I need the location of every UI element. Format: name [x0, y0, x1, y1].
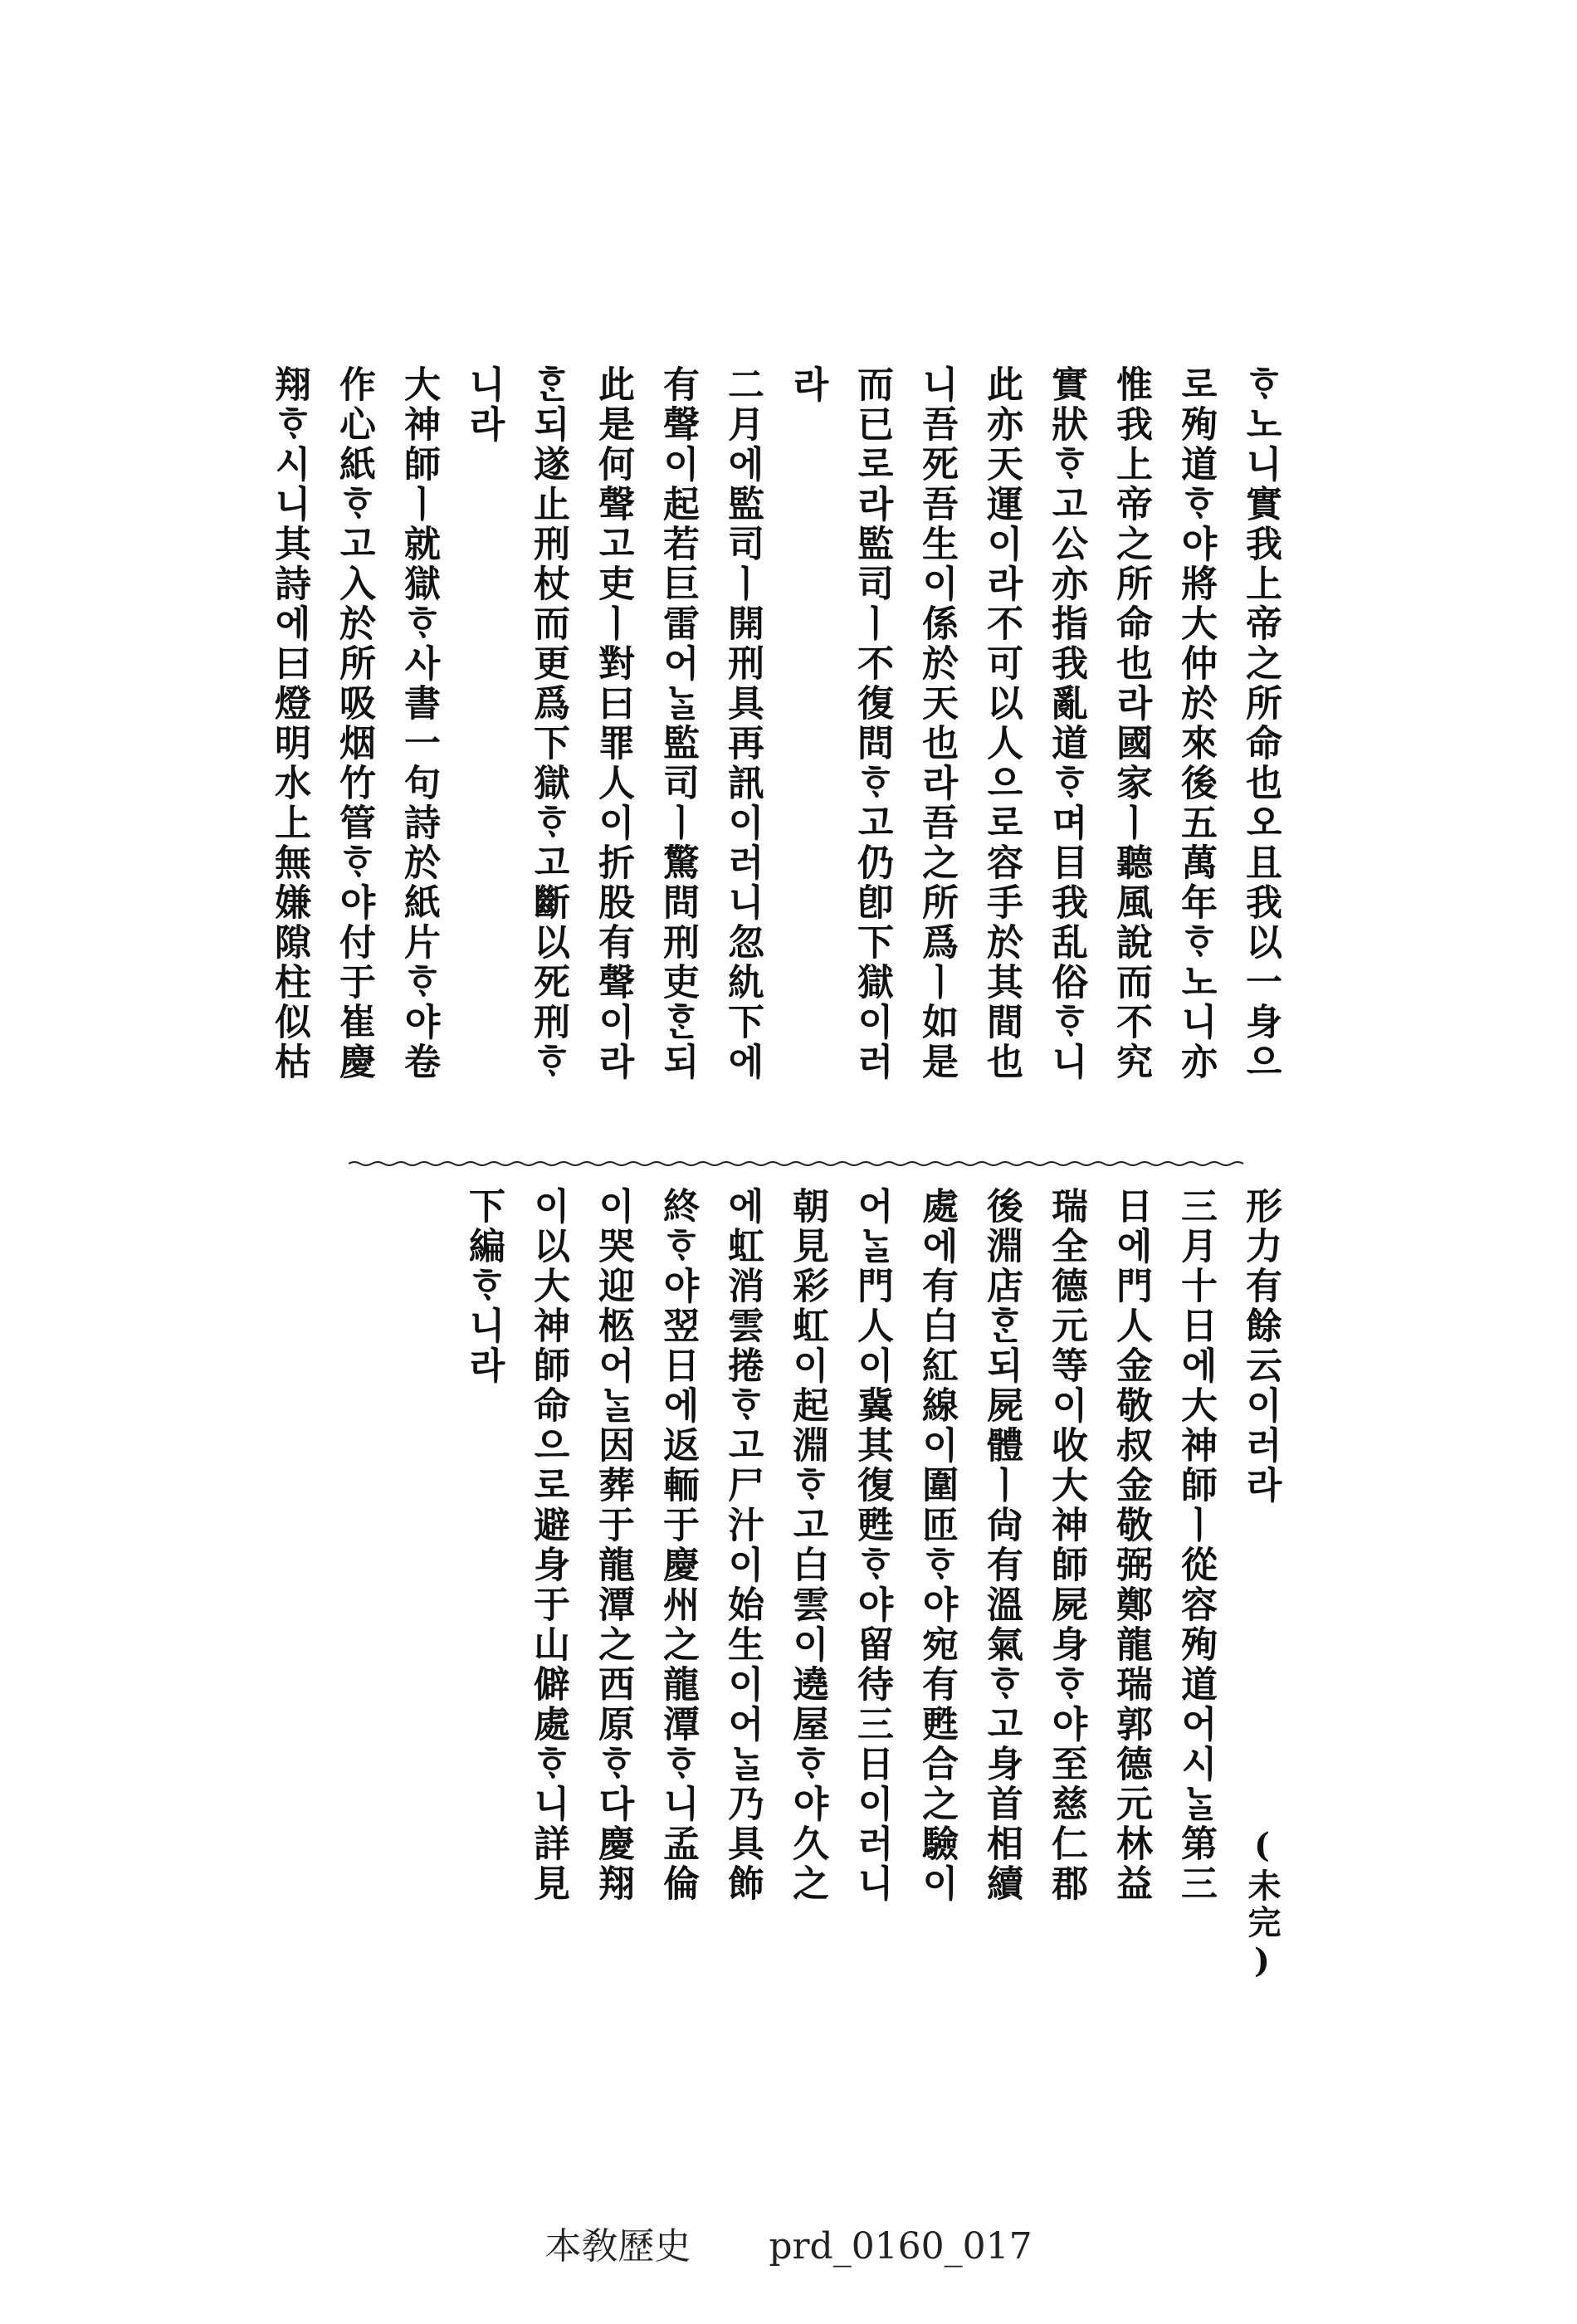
text-column: 處에有白紅線이圍匝ᄒᆞ야宛有甦合之驗이 — [915, 1187, 958, 1904]
text-column: 作心紙ᄒᆞ고入於所吸烟竹管ᄒᆞ야付于崔慶 — [333, 365, 375, 1082]
text-column: 朝見彩虹이起淵ᄒᆞ고白雲이遶屋ᄒᆞ야久之 — [786, 1187, 828, 1904]
text-column: 有聲이起若巨雷어ᄂᆞᆯ監司ㅣ驚問刑吏ᄒᆞᆫ되 — [657, 365, 699, 1082]
text-column: 로殉道ᄒᆞ야將大仲於來後五萬年ᄒᆞ노니亦 — [1174, 365, 1217, 1082]
text-column: 이以大神師命으로避身于山僻處ᄒᆞ니詳見 — [527, 1187, 569, 1904]
text-column: ᄒᆞ노니實我上帝之所命也오且我以一身으 — [1239, 365, 1282, 1082]
text-column: 日에門人金敬叔金敬弼鄭龍瑞郭德元林益 — [1110, 1187, 1152, 1904]
text-column: 大神師ㅣ就獄ᄒᆞ사書一句詩於紙片ᄒᆞ야卷 — [398, 365, 440, 1082]
wavy-separator-line — [349, 1160, 1245, 1167]
text-column: 而已로라監司ㅣ不復問ᄒᆞ고仍卽下獄이러 — [851, 365, 893, 1082]
text-column: 어ᄂᆞᆯ門人이冀其復甦ᄒᆞ야留待三日이러니 — [851, 1187, 893, 1904]
page-footer — [0, 2216, 1577, 2269]
text-column: 形力有餘云이러라 — [1239, 1187, 1282, 1506]
footer-code: prd_0160_017 — [769, 2225, 1033, 2268]
text-column: 惟我上帝之所命也라國家ㅣ聽風說而不究 — [1110, 365, 1152, 1082]
text-column: 에虹消雲捲ᄒᆞ고尸汁이始生이어ᄂᆞᆯ乃具飾 — [721, 1187, 764, 1904]
text-column: 三月十日에大神師ㅣ從容殉道어시ᄂᆞᆯ第三 — [1174, 1187, 1217, 1904]
text-column: 實狀ᄒᆞ고公亦指我亂道ᄒᆞ며目我乱俗ᄒᆞ니 — [1045, 365, 1087, 1082]
status-note: (未完) — [1243, 1826, 1282, 1984]
upper-text-block — [268, 365, 1282, 1162]
text-column: 瑞全德元等이收大神師屍身ᄒᆞ야至慈仁郡 — [1045, 1187, 1087, 1904]
text-column: 니吾死吾生이係於天也라吾之所爲ㅣ如是 — [915, 365, 958, 1082]
text-column: 翔ᄒᆞ시니其詩에曰燈明水上無嫌隙柱似枯 — [268, 365, 310, 1082]
lower-text-block — [437, 1187, 1282, 1984]
text-column: 後淵店ᄒᆞᆫ되屍體ㅣ尙有溫氣ᄒᆞ고身首相續 — [980, 1187, 1023, 1904]
text-column: 라 — [786, 365, 828, 405]
text-column: 終ᄒᆞ야翌日에返輀于慶州之龍潭ᄒᆞ니孟倫 — [657, 1187, 699, 1904]
text-column: 下編ᄒᆞ니라 — [462, 1187, 505, 1386]
text-column: 此亦天運이라不可以人으로容手於其間也 — [980, 365, 1023, 1082]
text-column: 此是何聲고吏ㅣ對曰罪人이折股有聲이라 — [592, 365, 634, 1082]
footer-title: 本敎歷史 — [544, 2225, 691, 2268]
text-column: ᄒᆞᆫ되遂止刑杖而更爲下獄ᄒᆞ고斷以死刑ᄒᆞ — [527, 365, 569, 1082]
text-column: 니라 — [462, 365, 505, 445]
text-column: 二月에監司ㅣ開刑具再訊이러니忽䊵下에 — [721, 365, 764, 1082]
text-column: 이哭迎柩어ᄂᆞᆯ因葬于龍潭之西原ᄒᆞ다慶翔 — [592, 1187, 634, 1904]
